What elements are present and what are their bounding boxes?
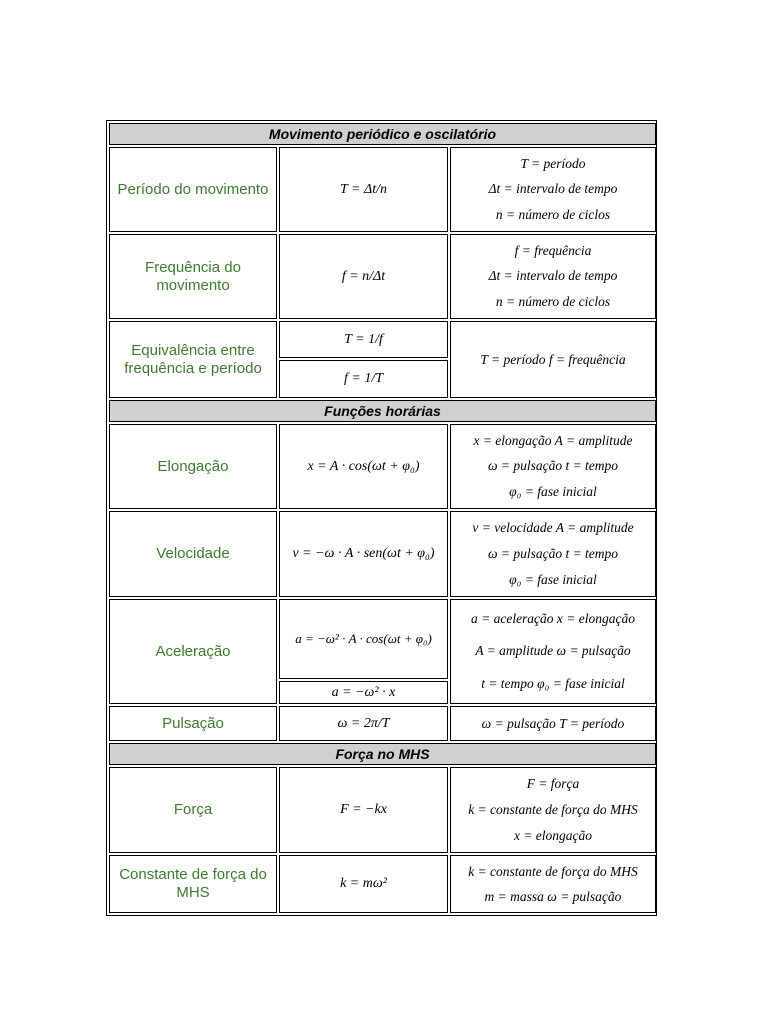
formula-constante: k = mω²: [279, 855, 448, 913]
row-label-pulsacao: Pulsação: [109, 706, 277, 741]
formula-velocidade: v = −ω · A · sen(ωt + φ₀): [279, 511, 448, 597]
legend-line: f = frequência: [514, 242, 592, 258]
formula-table: [106, 120, 657, 916]
legend-line: F = força: [526, 776, 580, 791]
formula-pulsacao: ω = 2π/T: [279, 706, 448, 741]
legend-periodo: [450, 147, 656, 232]
row-label-frequencia: Frequência do movimento: [109, 234, 277, 319]
legend-line: Δt = intervalo de tempo: [488, 268, 618, 284]
legend-line: v = velocidade A = amplitude: [472, 520, 634, 535]
formula-periodo: T = Δt/n: [279, 147, 448, 232]
row-label-periodo: Período do movimento: [109, 147, 277, 232]
formula-equivalencia-f: f = 1/T: [279, 360, 448, 398]
legend-line: n = número de ciclos: [495, 294, 611, 310]
row-label-forca: Força: [109, 767, 277, 853]
formula-equivalencia-t: T = 1/f: [279, 321, 448, 358]
row-label-equivalencia: Equivalência entre frequência e período: [109, 321, 277, 398]
legend-aceleracao: [450, 599, 656, 704]
legend-line: φ₀ = fase inicial: [509, 572, 597, 587]
legend-line: Δt = intervalo de tempo: [488, 181, 618, 197]
formula-aceleracao-x: a = −ω² · x: [279, 681, 448, 704]
legend-line: n = número de ciclos: [495, 207, 611, 223]
legend-line: a = aceleração x = elongação: [470, 611, 636, 627]
legend-line: ω = pulsação t = tempo: [487, 458, 619, 474]
legend-equivalencia: [450, 321, 656, 398]
section-header-funcoes: Funções horárias: [109, 400, 656, 422]
legend-velocidade: [450, 511, 656, 597]
legend-line: A = amplitude ω = pulsação: [475, 643, 631, 659]
legend-line: φ₀ = fase inicial: [509, 484, 597, 500]
legend-line: m = massa ω = pulsação: [484, 888, 622, 904]
legend-line: x = elongação: [513, 828, 593, 843]
legend-line: ω = pulsação T = período: [481, 715, 625, 731]
formula-frequencia: f = n/Δt: [279, 234, 448, 319]
legend-line: T = período: [520, 155, 586, 171]
legend-line: k = constante de força do MHS: [468, 802, 638, 817]
legend-line: t = tempo φ₀ = fase inicial: [481, 675, 625, 691]
legend-forca: [450, 767, 656, 853]
row-label-velocidade: Velocidade: [109, 511, 277, 597]
formula-forca: F = −kx: [279, 767, 448, 853]
legend-frequencia: [450, 234, 656, 319]
section-header-movimento: Movimento periódico e oscilatório: [109, 123, 656, 145]
legend-line: T = período f = frequência: [480, 351, 626, 367]
section-header-forca: Força no MHS: [109, 743, 656, 765]
row-label-elongacao: Elongação: [109, 424, 277, 509]
legend-pulsacao: [450, 706, 656, 741]
legend-elongacao: [450, 424, 656, 509]
legend-line: ω = pulsação t = tempo: [487, 546, 619, 561]
legend-constante: [450, 855, 656, 913]
row-label-aceleracao: Aceleração: [109, 599, 277, 704]
legend-line: x = elongação A = amplitude: [473, 432, 633, 448]
row-label-constante: Constante de força do MHS: [109, 855, 277, 913]
formula-elongacao: x = A · cos(ωt + φ₀): [279, 424, 448, 509]
formula-aceleracao: a = −ω² · A · cos(ωt + φ₀): [279, 599, 448, 679]
legend-line: k = constante de força do MHS: [468, 863, 638, 879]
